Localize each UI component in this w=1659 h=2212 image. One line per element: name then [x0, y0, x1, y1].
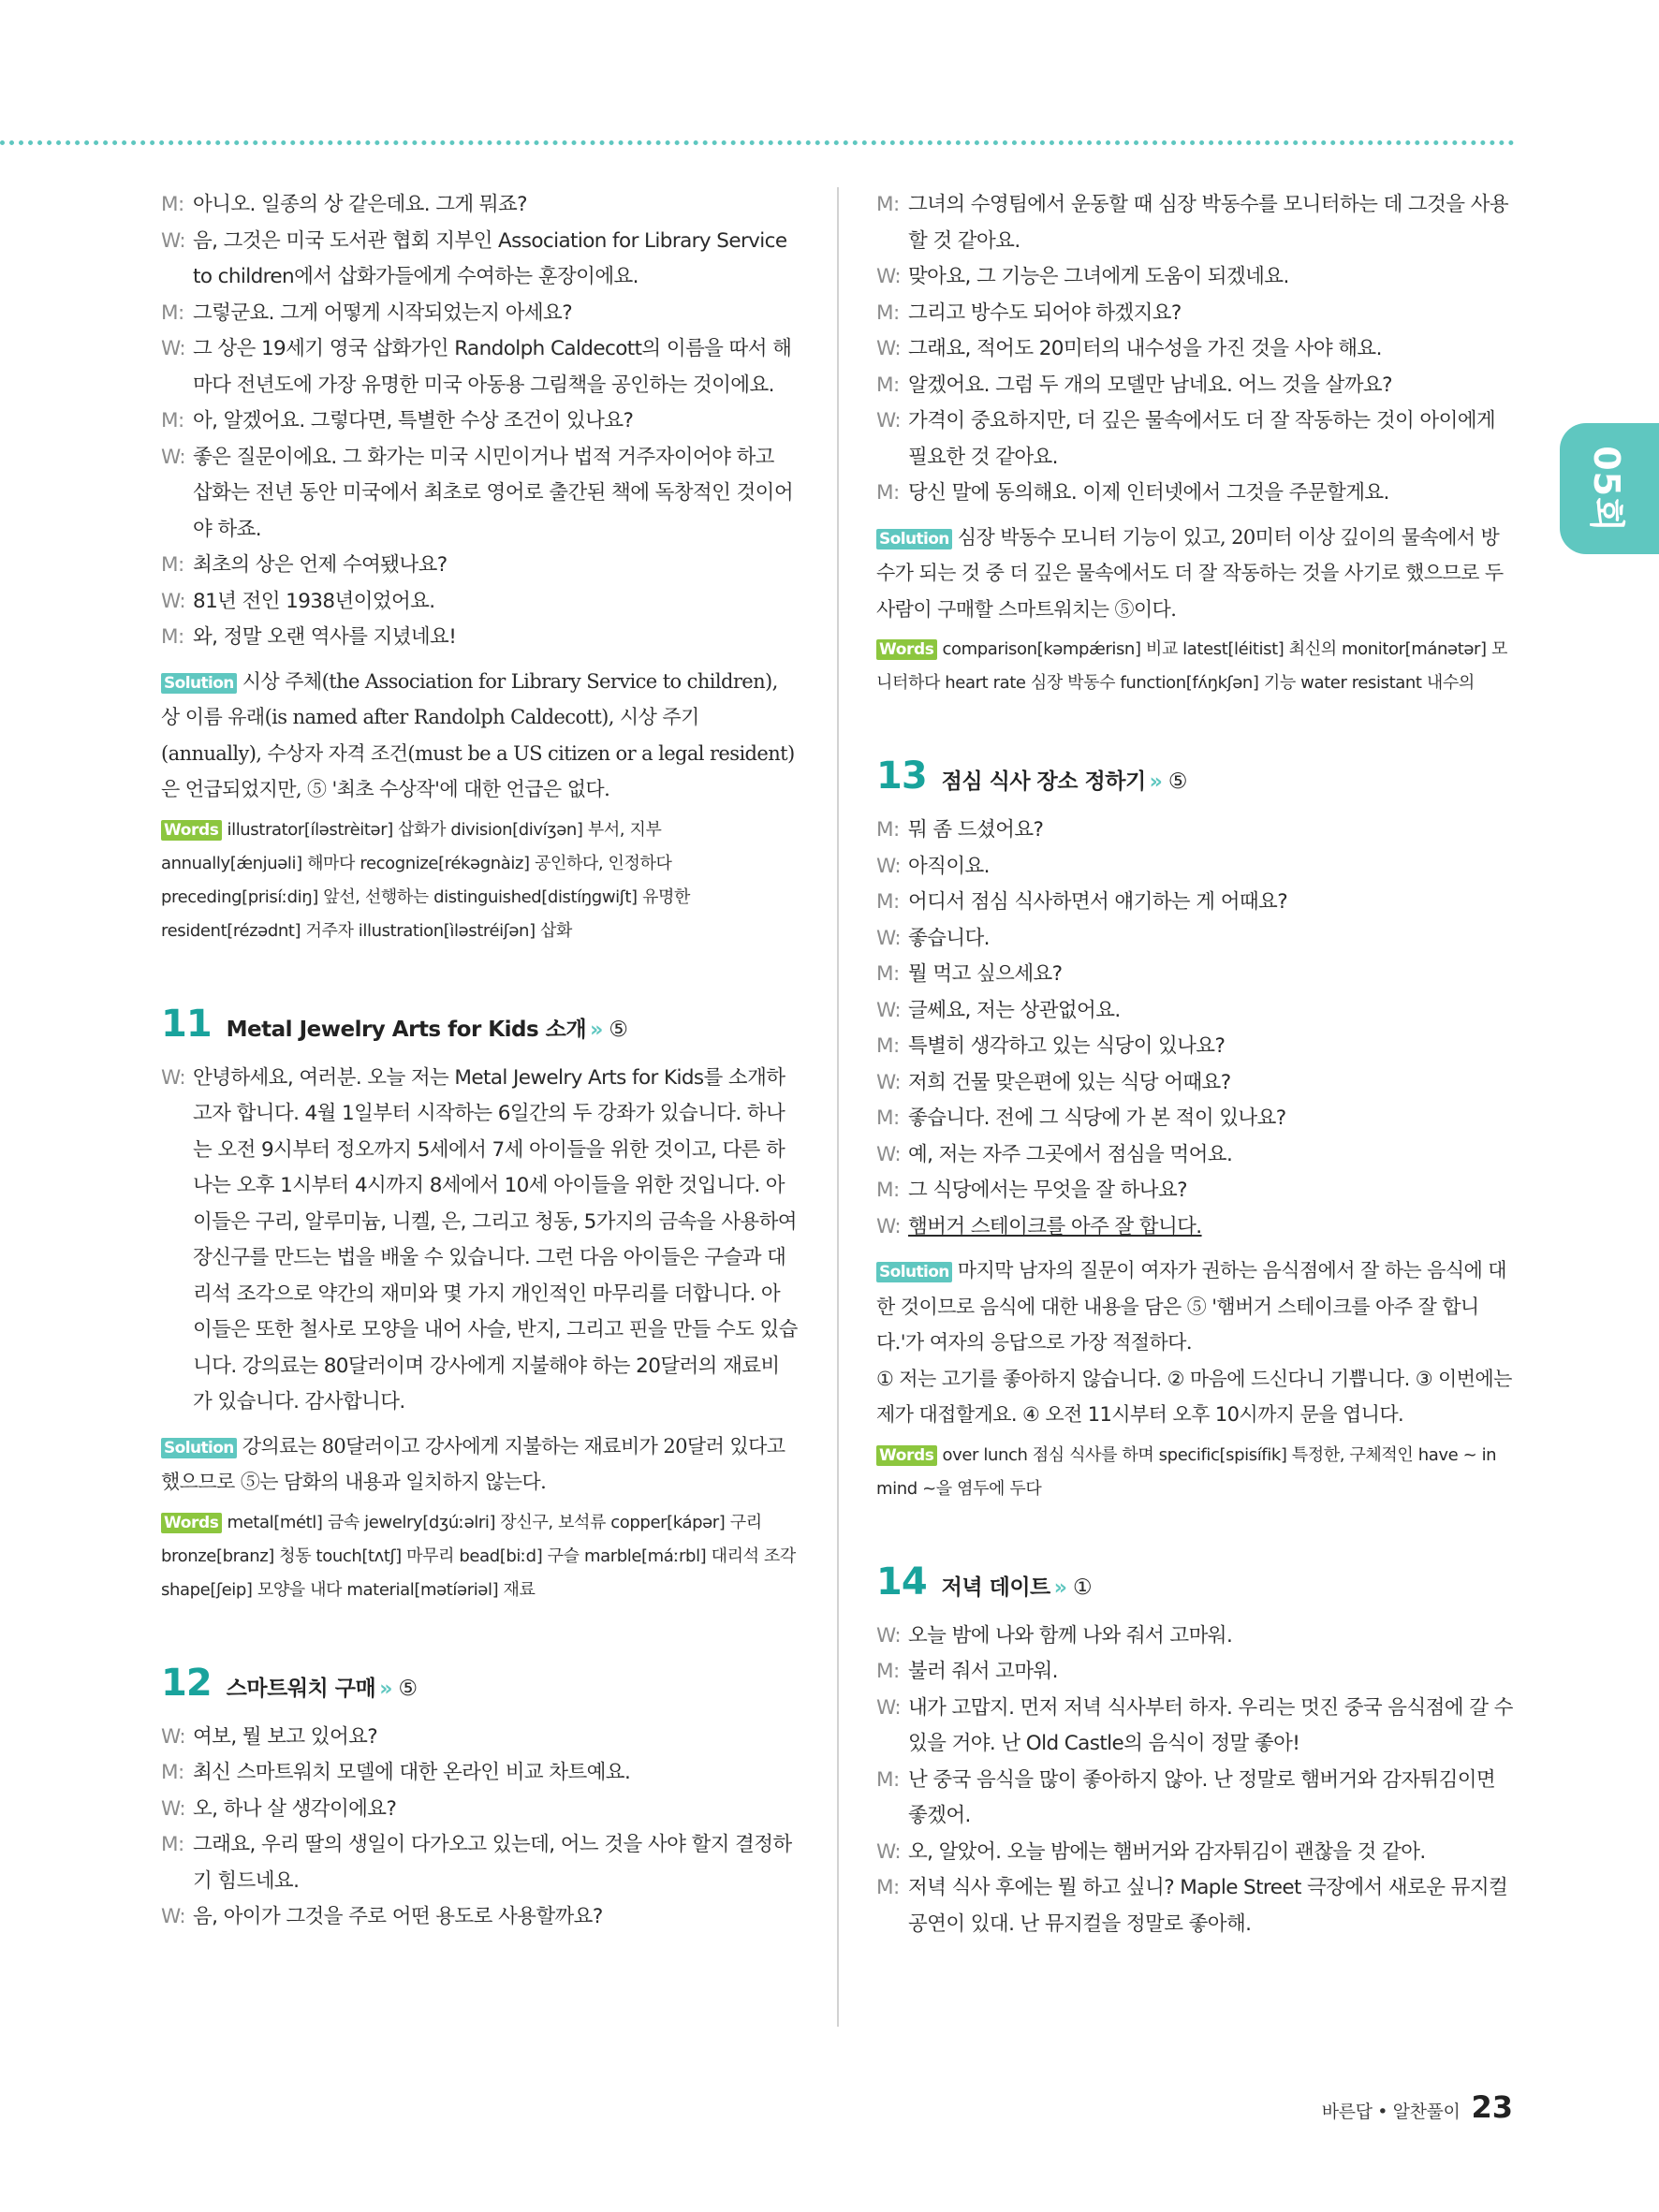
speaker-label: M: — [161, 409, 184, 432]
speaker-label: W: — [876, 998, 902, 1022]
dialog-line — [876, 957, 1513, 993]
solution-paragraph — [876, 1252, 1513, 1361]
dialog-line — [876, 1870, 1513, 1942]
dialog-text: 그래요, 적어도 20미터의 내수성을 가진 것을 사야 해요. — [908, 337, 1382, 360]
speaker-label: M: — [876, 1767, 900, 1792]
dialog-line — [876, 921, 1513, 958]
speaker-label: W: — [161, 1905, 186, 1928]
speaker-label: W: — [161, 228, 186, 253]
speaker-label: M: — [876, 1660, 900, 1683]
dialog-text: 그녀의 수영팀에서 운동할 때 심장 박동수를 모니터하는 데 그것을 사용할 것 같아요. — [908, 193, 1509, 253]
dialog-line — [876, 187, 1513, 259]
speaker-label: W: — [876, 926, 902, 950]
speaker-label: M: — [876, 1106, 900, 1130]
dialog-line — [876, 1835, 1513, 1871]
section-number: 12 — [161, 1661, 212, 1705]
speaker-label: M: — [161, 193, 184, 216]
dialog-line — [876, 885, 1513, 921]
dialog-line — [876, 1065, 1513, 1102]
dialog-text: 좋습니다. — [908, 926, 990, 950]
dialog-line — [161, 296, 798, 332]
dialog-line — [876, 476, 1513, 512]
speaker-label: W: — [161, 1724, 186, 1749]
dialog-block — [161, 1061, 798, 1421]
speaker-label: M: — [876, 193, 900, 216]
dialog-text: 와, 정말 오랜 역사를 지녔네요! — [193, 625, 457, 649]
dialog-line — [876, 368, 1513, 404]
speaker-label: M: — [161, 1833, 184, 1856]
page-number: 23 — [1471, 2089, 1513, 2125]
dialog-line — [876, 813, 1513, 849]
dialog-line — [876, 1029, 1513, 1065]
dialog-text: 예, 저는 자주 그곳에서 점심을 먹어요. — [908, 1142, 1233, 1166]
dialog-block — [161, 187, 798, 656]
solution-text: 강의료는 80달러이고 강사에게 지불하는 재료비가 20달러 있다고 했으므로 ⑤는 담화의 내용과 일치하지 않는다. — [161, 1434, 785, 1493]
words-paragraph — [876, 633, 1513, 700]
section-title: 저녁 데이트 — [941, 1575, 1050, 1600]
dialog-text: 아, 알겠어요. 그렇다면, 특별한 수상 조건이 있나요? — [193, 409, 634, 432]
dialog-text: 여보, 뭘 보고 있어요? — [193, 1724, 378, 1749]
speaker-label: W: — [876, 409, 902, 432]
dialog-text: 저희 건물 맞은편에 있는 식당 어때요? — [908, 1070, 1231, 1094]
speaker-label: W: — [876, 1623, 902, 1648]
speaker-label: W: — [876, 1695, 902, 1720]
speaker-label: W: — [161, 445, 186, 469]
words-tag: Words — [161, 820, 222, 841]
section-number: 13 — [876, 754, 927, 798]
dialog-line — [161, 1899, 798, 1936]
solution-tag: Solution — [876, 529, 952, 549]
dialog-line — [876, 1763, 1513, 1835]
dialog-text: 그 식당에서는 무엇을 잘 하나요? — [908, 1179, 1187, 1202]
dialog-line — [876, 1101, 1513, 1137]
dialog-text: 뭐 좀 드셨어요? — [908, 818, 1044, 842]
speaker-label: W: — [876, 1070, 902, 1094]
speaker-label: W: — [161, 1065, 186, 1090]
dialog-text: 알겠어요. 그럼 두 개의 모델만 남네요. 어느 것을 살까요? — [908, 373, 1392, 397]
dialog-line — [876, 1619, 1513, 1655]
words-text: over lunch 점심 식사를 하며 specific[spisífik] 특정한, 구체적인 have ~ in mind ~을 염두에 두다 — [876, 1444, 1497, 1499]
dialog-text: 좋은 질문이에요. 그 화가는 미국 시민이거나 법적 거주자이어야 하고 삽화는 전년 동안 미국에서 최초로 영어로 출간된 책에 독창적인 것이어야 하죠. — [193, 445, 794, 541]
dialog-text: 오늘 밤에 나와 함께 나와 줘서 고마워. — [908, 1623, 1233, 1648]
section-title: 스마트워치 구매 — [226, 1676, 376, 1701]
words-paragraph — [161, 813, 798, 948]
speaker-label: M: — [876, 481, 900, 505]
dialog-text: 그래요, 우리 딸의 생일이 다가오고 있는데, 어느 것을 사야 할지 결정하기 힘드네요. — [193, 1833, 792, 1893]
dialog-text: 내가 고맙지. 먼저 저녁 식사부터 하자. 우리는 멋진 중국 음식점에 갈 수 있을 거야. 난 Old Castle의 음식이 정말 좋아! — [908, 1695, 1513, 1755]
speaker-label: W: — [876, 265, 902, 288]
dialog-text: 음, 그것은 미국 도서관 협회 지부인 Association for Library Service to children에서 삽화가들에게 수여하는 훈장이에요. — [193, 228, 787, 288]
column-divider — [837, 187, 839, 2027]
right-column — [876, 187, 1513, 1942]
section-11-heading — [161, 1003, 798, 1046]
words-paragraph — [161, 1506, 798, 1607]
speaker-label: M: — [876, 1876, 900, 1899]
speaker-label: W: — [161, 589, 186, 613]
dialog-text: 음, 아이가 그것을 주로 어떤 용도로 사용할까요? — [193, 1905, 603, 1928]
dialog-text: 난 중국 음식을 많이 좋아하지 않아. 난 정말로 햄버거와 감자튀김이면 좋겠어. — [908, 1767, 1496, 1827]
dialog-text: 81년 전인 1938년이었어요. — [193, 589, 435, 613]
words-paragraph — [876, 1439, 1513, 1506]
distractor-options: ① 저는 고기를 좋아하지 않습니다. ② 마음에 드신다니 기쁩니다. ③ 이번에는 제가 대접할게요. ④ 오전 11시부터 오후 10시까지 문을 엽니다. — [876, 1367, 1512, 1426]
section-number: 14 — [876, 1560, 927, 1604]
dialog-line — [161, 440, 798, 549]
dialog-line — [876, 1654, 1513, 1691]
speaker-label: M: — [876, 1034, 900, 1058]
dialog-line — [876, 993, 1513, 1030]
dialog-text: 당신 말에 동의해요. 이제 인터넷에서 그것을 주문할게요. — [908, 481, 1389, 505]
double-chevron-icon: » — [379, 1677, 393, 1701]
left-column — [161, 187, 798, 1936]
dialog-line — [876, 1173, 1513, 1209]
dialog-line — [161, 584, 798, 621]
section-answer: ⑤ — [398, 1676, 418, 1701]
dialog-line — [161, 1061, 798, 1421]
speaker-label: W: — [161, 1796, 186, 1821]
page-footer — [1322, 2089, 1513, 2125]
speaker-label: W: — [161, 337, 186, 360]
speaker-label: W: — [876, 854, 902, 878]
dialog-text: 특별히 생각하고 있는 식당이 있나요? — [908, 1034, 1226, 1058]
speaker-label: M: — [161, 553, 184, 577]
section-number: 11 — [161, 1002, 212, 1046]
dialog-text: 어디서 점심 식사하면서 얘기하는 게 어때요? — [908, 890, 1288, 914]
dialog-line — [161, 620, 798, 656]
chapter-tab — [1560, 423, 1659, 554]
speaker-label: M: — [161, 300, 184, 325]
chapter-tab-label: 05회 — [1585, 445, 1627, 533]
dialog-text: 뭘 먹고 싶으세요? — [908, 962, 1063, 986]
dialog-line — [161, 331, 798, 403]
footer-text: 바른답 • 알찬풀이 — [1321, 2102, 1461, 2122]
double-chevron-icon: » — [590, 1018, 604, 1042]
dialog-line — [161, 1792, 798, 1828]
dialog-line — [876, 259, 1513, 296]
dialog-line — [161, 1755, 798, 1792]
speaker-label: M: — [161, 1761, 184, 1784]
dialog-text: 저녁 식사 후에는 뭘 하고 싶니? Maple Street 극장에서 새로운 뮤지컬 공연이 있대. 난 뮤지컬을 정말로 좋아해. — [908, 1876, 1508, 1936]
dialog-line — [876, 403, 1513, 476]
words-text: illustrator[ílǝstrèitǝr] 삽화가 division[divíʒǝn] 부서, 지부 annually[ǽnjuǝli] 해마다 recognize[rékǝgnàiz] 공인하다, 인정하다 preceding[prisíːdiŋ] 앞선, 선행하는 distinguished[distíŋgwiʃt] 유명한 resident[rézǝdnt] 거주자 illustration[ìlǝstréiʃǝn] 삽화 — [161, 819, 690, 941]
dialog-text: 아니오. 일종의 상 같은데요. 그게 뭐죠? — [193, 193, 527, 216]
words-tag: Words — [876, 639, 937, 660]
dialog-text: 그렇군요. 그게 어떻게 시작되었는지 아세요? — [193, 300, 573, 325]
speaker-label: M: — [876, 300, 900, 325]
words-text: metal[métl] 금속 jewelry[dʒúːǝlri] 장신구, 보석류 copper[kápǝr] 구리 bronze[branz] 청동 touch[tʌtʃ] 마무리 bead[biːd] 구슬 marble[máːrbl] 대리석 조각 shape[ʃeip] 모양을 내다 material[mǝtíǝriǝl] 재료 — [161, 1512, 796, 1600]
speaker-label: W: — [876, 1214, 902, 1238]
dialog-block — [876, 1619, 1513, 1943]
dialog-text: 가격이 중요하지만, 더 깊은 물속에서도 더 잘 작동하는 것이 아이에게 필요한 것 같아요. — [908, 409, 1496, 469]
speaker-label: W: — [876, 337, 902, 360]
top-dotted-rule — [0, 140, 1515, 145]
words-tag: Words — [161, 1513, 222, 1533]
words-tag: Words — [876, 1445, 937, 1466]
words-text: comparison[kǝmpǽrisn] 비교 latest[léitist] 최신의 monitor[mánǝtǝr] 모니터하다 heart rate 심장 박동수 function[fʌ́ŋkʃǝn] 기능 water resistant 내수의 — [876, 639, 1507, 693]
solution-tag: Solution — [161, 673, 237, 694]
dialog-line — [876, 1209, 1513, 1246]
dialog-text: 안녕하세요, 여러분. 오늘 저는 Metal Jewelry Arts for Kids를 소개하고자 합니다. 4월 1일부터 시작하는 6일간의 두 강좌가 있습니다. 하나는 오전 9시부터 정오까지 5세에서 7세 아이들을 위한 것이고, 다른 하나는 오후 1시부터 4시까지 8세에서 10세 아이들을 위한 것입니다. 아이들은 구리, 알루미늄, 니켈, 은, 그리고 청동, 5가지의 금속을 사용하여 장신구를 만드는 법을 배울 수 있습니다. 그런 다음 아이들은 구슬과 대리석 조각으로 약간의 재미와 몇 가지 개인적인 마무리를 더합니다. 아이들은 또한 철사로 모양을 내어 사슬, 반지, 그리고 핀을 만들 수도 있습니다. 강의료는 80달러이며 강사에게 지불해야 하는 20달러의 재료비가 있습니다. 감사합니다. — [193, 1065, 798, 1414]
dialog-text: 좋습니다. 전에 그 식당에 가 본 적이 있나요? — [908, 1106, 1286, 1130]
double-chevron-icon: » — [1149, 770, 1163, 794]
dialog-text: 오, 하나 살 생각이에요? — [193, 1796, 397, 1821]
dialog-text: 그 상은 19세기 영국 삽화가인 Randolph Caldecott의 이름을 따서 해마다 전년도에 가장 유명한 미국 아동용 그림책을 공인하는 것이에요. — [193, 337, 792, 397]
section-12-heading — [161, 1662, 798, 1705]
speaker-label: W: — [876, 1839, 902, 1864]
dialog-line — [876, 1137, 1513, 1174]
dialog-line — [161, 1827, 798, 1899]
speaker-label: M: — [161, 625, 184, 649]
dialog-text: 그리고 방수도 되어야 하겠지요? — [908, 300, 1182, 325]
dialog-text: 맞아요, 그 기능은 그녀에게 도움이 되겠네요. — [908, 265, 1289, 288]
dialog-text: 오, 알았어. 오늘 밤에는 햄버거와 감자튀김이 괜찮을 것 같아. — [908, 1839, 1426, 1864]
dialog-text: 최초의 상은 언제 수여됐나요? — [193, 553, 448, 577]
section-answer: ⑤ — [1167, 769, 1188, 794]
solution-text: 시상 주체(the Association for Library Service to children), 상 이름 유래(is named after Randolph Caldecott), 시상 주기(annually), 수상자 자격 조건(must be a US citizen or a legal resident)은 언급되었지만, ⑤ '최초 수상작'에 대한 언급은 없다. — [161, 669, 795, 800]
dialog-text: 글쎄요, 저는 상관없어요. — [908, 998, 1121, 1022]
speaker-label: M: — [876, 818, 900, 842]
dialog-text: 최신 스마트워치 모델에 대한 온라인 비교 차트예요. — [193, 1761, 631, 1784]
dialog-block — [876, 813, 1513, 1245]
dialog-line — [161, 1720, 798, 1756]
dialog-line — [876, 849, 1513, 886]
speaker-label: M: — [876, 962, 900, 986]
dialog-line — [161, 548, 798, 584]
section-title: Metal Jewelry Arts for Kids 소개 — [226, 1017, 587, 1042]
solution-text: 심장 박동수 모니터 기능이 있고, 20미터 이상 깊이의 물속에서 방수가 되는 것 중 더 깊은 물속에서도 더 잘 작동하는 것을 사기로 했으므로 두 사람이 구매할 스마트워치는 ⑤이다. — [876, 525, 1504, 621]
solution-paragraph — [161, 664, 798, 808]
dialog-text: 아직이요. — [908, 854, 990, 878]
dialog-line — [876, 331, 1513, 368]
solution-tag: Solution — [161, 1438, 237, 1458]
section-13-heading — [876, 754, 1513, 798]
dialog-block — [161, 1720, 798, 1936]
dialog-line — [876, 1691, 1513, 1763]
section-answer: ⑤ — [609, 1017, 628, 1042]
dialog-line — [876, 296, 1513, 332]
speaker-label: W: — [876, 1142, 902, 1166]
dialog-text: 햄버거 스테이크를 아주 잘 합니다. — [908, 1214, 1202, 1238]
dialog-line — [161, 187, 798, 224]
section-answer: ① — [1073, 1575, 1093, 1600]
dialog-line — [161, 224, 798, 296]
solution-tag: Solution — [876, 1262, 952, 1282]
solution-text: 마지막 남자의 질문이 여자가 권하는 음식점에서 잘 하는 음식에 대한 것이므로 음식에 대한 내용을 담은 ⑤ '햄버거 스테이크를 아주 잘 합니다.'가 여자의 응답으로 가장 적절하다. — [876, 1259, 1506, 1354]
dialog-line — [161, 403, 798, 440]
section-14-heading — [876, 1560, 1513, 1604]
dialog-block — [876, 187, 1513, 512]
dialog-text: 불러 줘서 고마워. — [908, 1660, 1058, 1683]
section-title: 점심 식사 장소 정하기 — [941, 769, 1146, 794]
solution-paragraph — [161, 1428, 798, 1501]
speaker-label: M: — [876, 1179, 900, 1202]
speaker-label: M: — [876, 373, 900, 397]
double-chevron-icon: » — [1053, 1575, 1067, 1600]
speaker-label: M: — [876, 890, 900, 914]
solution-paragraph — [876, 520, 1513, 628]
